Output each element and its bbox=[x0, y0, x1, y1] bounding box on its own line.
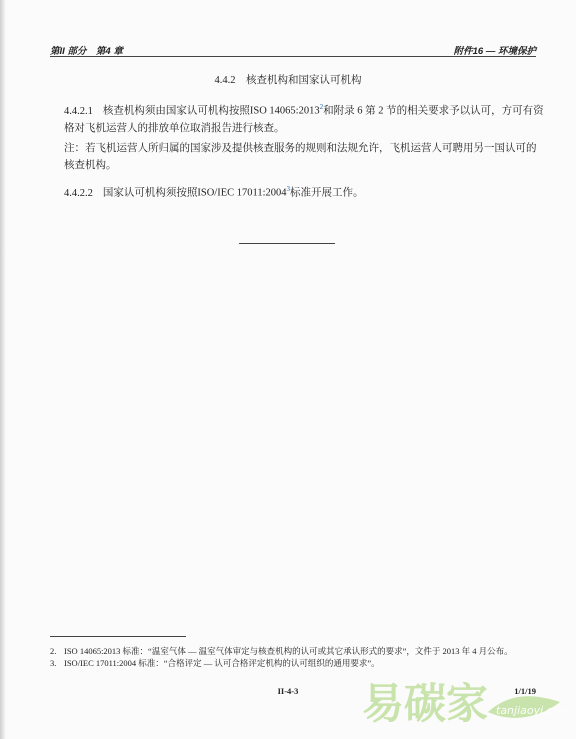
footnote-2 bbox=[50, 645, 550, 657]
paragraph-number: 4.4.2.1 bbox=[64, 105, 93, 117]
paragraph-4-4-2-1 bbox=[64, 99, 546, 137]
footnote-3 bbox=[50, 657, 550, 669]
footnote-ref-3[interactable]: 3 bbox=[286, 185, 291, 193]
footnote-number: 3. bbox=[50, 658, 57, 668]
paragraph-4-4-2-2 bbox=[64, 181, 546, 202]
paragraph-text: 核查机构须由国家认可机构按照ISO 14065:2013 bbox=[102, 105, 320, 117]
page-edge-shadow bbox=[0, 0, 6, 739]
footnote-text: ISO/IEC 17011:2004 标准：“合格评定 — 认可合格评定机构的认可组织的通用要求”。 bbox=[64, 658, 380, 668]
watermark-logo bbox=[360, 672, 570, 734]
watermark-brand: 易碳家 bbox=[362, 679, 489, 728]
paragraph-number: 4.4.2.2 bbox=[64, 187, 93, 199]
note-paragraph: 注：若飞机运营人所归属的国家涉及提供核查服务的规则和法规允许，飞机运营人可聘用另一国认可的核查机构。 bbox=[64, 143, 537, 171]
footnote-text: ISO 14065:2013 标准：“温室气体 — 温室气体审定与核查机构的认可或其它承认形式的要求”，文件于 2013 年 4 月公布。 bbox=[64, 646, 513, 656]
footnote-rule bbox=[50, 636, 186, 637]
paragraph-text-cont: 标准开展工作。 bbox=[290, 187, 364, 199]
paragraph-text-cont: 和附录 6 第 2 节的相关要求予以认可，方可有资格对飞机运营人的排放单位取消报告进行核查。 bbox=[64, 105, 544, 134]
running-header bbox=[50, 40, 536, 57]
footnote-number: 2. bbox=[50, 646, 57, 656]
paragraph-text: 国家认可机构须按照ISO/IEC 17011:2004 bbox=[102, 187, 287, 199]
watermark-url: tanjiaoyi.com bbox=[496, 704, 570, 717]
header-right: 附件16 — 环境保护 bbox=[453, 46, 536, 57]
header-left: 第II 部分 第4 章 bbox=[50, 46, 123, 57]
section-heading: 4.4.2 核查机构和国家认可机构 bbox=[214, 75, 362, 86]
section-end-divider bbox=[239, 243, 335, 244]
footnote-ref-2[interactable]: 2 bbox=[319, 103, 324, 111]
page-number: II-4-3 bbox=[277, 686, 299, 696]
footer-date: 1/1/19 bbox=[514, 686, 536, 696]
